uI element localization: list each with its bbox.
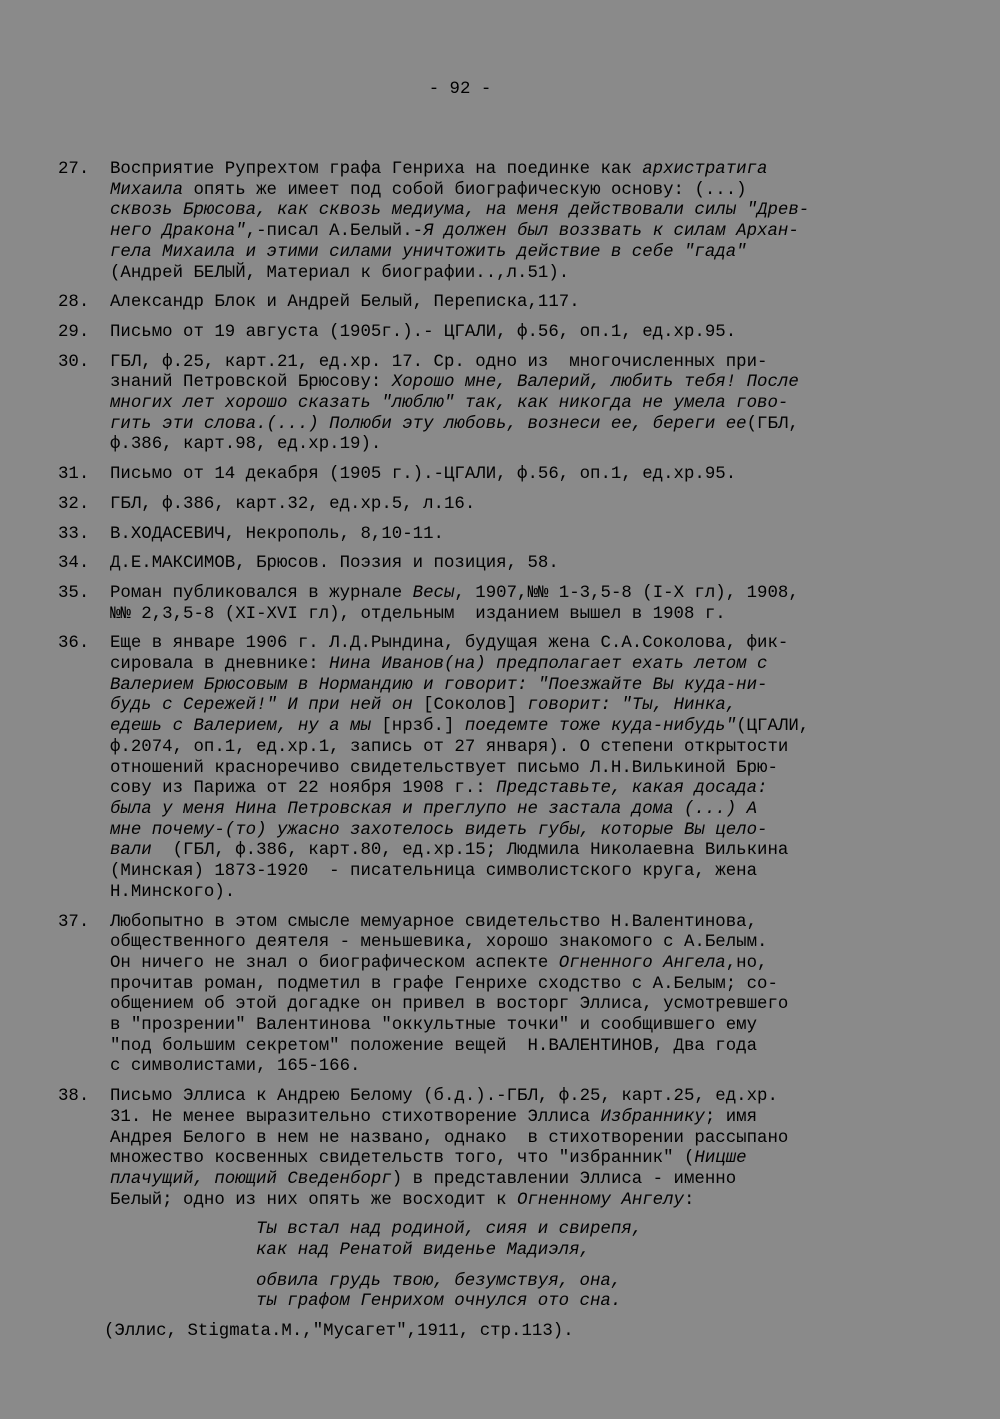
text-run: Н.Минского). [110,882,236,902]
footnote [58,323,918,344]
text-line [110,415,918,436]
text-line [110,676,918,697]
text-run: В.ХОДАСЕВИЧ, Некрополь, 8,10-11. [110,524,444,544]
text-run: Восприятие Рупрехтом графа Генриха на поединке как [110,160,643,179]
italic-quote: Валерием Брюсовым в Нормандию и говорит: "Поезжайте Вы куда-ни- [110,675,768,695]
text-line [110,933,918,954]
text-run: Еще в январе 1906 г. Л.Д.Рындина, будущая жена С.А.Соколова, фик- [110,634,789,654]
text-run: ) в представлении Эллиса - именно [391,1169,737,1189]
text-run: Любопытно в этом смысле мемуарное свидетельство Н.Валентинова, [110,912,758,932]
text-run: Письмо от 19 августа (1905г.).- ЦГАЛИ, ф.56, оп.1, ед.хр.95. [110,322,737,342]
text-line [110,584,918,605]
text-line [110,696,918,717]
text-line [110,201,918,222]
text-line [110,160,918,181]
text-run: Письмо от 14 декабря (1905 г.).-ЦГАЛИ, ф.56, оп.1, ед.хр.95. [110,465,737,485]
footnote [58,634,918,903]
text-line [110,1037,918,1058]
text-line [110,605,918,626]
footnote-text [110,495,918,516]
text-run: Александр Блок и Андрей Белый, Переписка,117. [110,293,580,313]
footnote-number: 38. [58,1087,90,1107]
text-run: ГБЛ, ф.25, карт.21, ед.хр. 17. Ср. одно из многочисленных при- [110,352,768,372]
footnote [58,1087,918,1343]
italic-quote: Хорошо мне, Валерий, любить тебя! После [391,373,799,393]
text-run: сировала в дневнике: [110,655,330,675]
text-line [110,1108,918,1129]
italic-quote: мне почему-(то) ужасно захотелось видеть губы, которые Вы цело- [110,820,768,840]
text-run: знаний Петровской Брюсову: [110,373,392,393]
text-line [110,1087,918,1108]
italic-quote: гить эти слова.(...) Полюби эту любовь, вознеси ее, береги ее [110,414,747,434]
text-run: опять же имеет под собой биографическую основу: [183,180,695,200]
text-line [110,717,918,738]
text-run: "под большим секретом" положение вещей Н.ВАЛЕНТИНОВ, Два года [110,1036,758,1056]
footnote-number: 29. [58,322,90,342]
text-run: ,но, [725,953,768,973]
text-line [110,655,918,676]
text-line [110,862,918,883]
text-line [110,634,918,655]
verse-line: обвила грудь твою, безумствуя, она, [256,1271,622,1291]
text-line [110,800,918,821]
text-run: множество косвенных свидетельств того, что "избранник" ( [110,1149,695,1169]
verse-line: как над Ренатой виденье Мадиэля, [256,1241,590,1261]
text-run: отношений красноречиво свидетельствует письмо Л.Н.Вилькиной Брю- [110,758,778,778]
text-line [110,323,918,344]
text-line [110,759,918,780]
text-run: прочитав роман, подметил в графе Генрихе сходство с А.Белым; со- [110,974,778,994]
text-run: [Соколов] [423,696,518,716]
text-line [110,554,918,575]
text-line [110,222,918,243]
text-line [110,1129,918,1150]
italic-quote: Я должен был воззвать к силам Архан- [423,222,799,242]
footnote-text [104,1087,918,1343]
footnote-text [110,913,918,1079]
italic-quote: Представьте, какая досада: [496,779,768,799]
italic-quote: гела Михаила и этими силами уничтожить действие в себе "гада" [110,242,747,262]
verse-quote [256,1220,918,1313]
text-line [110,525,918,546]
text-line [110,1057,918,1078]
text-line [110,373,918,394]
verse-line: ты графом Генрихом очнулся ото сна. [256,1292,622,1312]
italic-quote: была у меня Нина Петровская и преглупо не застала дома (...) А [110,799,758,819]
italic-quote: Ницше [694,1149,747,1169]
text-line [110,181,918,202]
italic-quote: многих лет хорошо сказать "люблю" так, как никогда не умела гово- [110,394,789,414]
text-line [110,465,918,486]
footnote-text [110,525,918,546]
footnote-text [110,293,918,314]
italic-quote: говорит: "Ты, Нинка, [517,696,737,716]
footnote [58,525,918,546]
text-run: (...) [694,180,747,200]
text-line [110,1191,918,1212]
footnote-text [110,323,918,344]
text-line [110,738,918,759]
footnote [58,465,918,486]
footnote [58,160,918,284]
footnote-number: 34. [58,554,90,574]
text-run: Белый; одно из них опять же восходит к [110,1190,518,1210]
footnote-number: 31. [58,465,90,485]
footnote-number: 28. [58,293,90,313]
text-run: №№ 2,3,5-8 (XI-XVI гл), отдельным изданием вышел в 1908 г. [110,604,726,624]
italic-quote: Нина Иванов(на) предполагает ехать летом с [329,655,768,675]
italic-quote: поедемте тоже куда-нибудь" [454,717,737,737]
text-line [110,954,918,975]
italic-quote: Весы [412,583,455,603]
text-run: Он ничего не знал о биографическом аспекте [110,953,559,973]
text-run: ф.386, карт.98, ед.хр.19). [110,435,382,455]
text-run: (ЦГАЛИ, [736,717,810,737]
text-line [110,435,918,456]
italic-quote: Огненного Ангела [558,953,726,973]
footnote [58,353,918,457]
footnote-text [110,160,918,284]
text-line [110,975,918,996]
text-run: в "прозрении" Валентинова "оккультные точки" и сообщившего ему [110,1016,758,1036]
text-run: Письмо Эллиса к Андрею Белому (б.д.).-ГБЛ, ф.25, карт.25, ед.хр. [110,1087,778,1107]
italic-quote: него Дракона" [110,222,246,242]
text-line [110,353,918,374]
footnote [58,293,918,314]
footnote [58,913,918,1079]
footnote-text [110,465,918,486]
text-run: общением об этой догадке он привел в восторг Эллиса, усмотревшего [110,995,789,1015]
text-line [110,293,918,314]
text-line [110,495,918,516]
footnote-number: 37. [58,912,90,932]
text-run: сову из Парижа от 22 ноября 1908 г.: [110,779,497,799]
text-run: ; имя [704,1107,758,1127]
text-run: (Андрей БЕЛЫЙ, Материал к биографии..,л.51). [110,263,570,283]
text-run: общественного деятеля - меньшевика, хорошо знакомого с А.Белым. [110,933,768,953]
footnote-number: 33. [58,524,90,544]
text-line [110,821,918,842]
text-run: [нрзб.] [381,717,455,737]
italic-quote: едешь с Валерием, ну а мы [110,717,382,737]
text-line [110,995,918,1016]
text-run: (Минская) 1873-1920 - писательница символистского круга, жена [110,862,758,882]
text-run: (ГБЛ, [746,414,799,434]
text-run: , 1907,№№ 1-3,5-8 (I-X гл), 1908, [454,583,799,603]
footnote-number: 36. [58,634,90,654]
footnote [58,554,918,575]
text-line [110,883,918,904]
text-line [110,264,918,285]
text-run: Д.Е.МАКСИМОВ, Брюсов. Поэзия и позиция, 58. [110,554,559,574]
page-number: - 92 - [428,80,492,99]
text-line [110,913,918,934]
footnote-number: 32. [58,494,90,514]
text-run: 31. Не менее выразительно стихотворение Эллиса [110,1107,601,1127]
italic-quote: архистратига [642,160,768,179]
text-run: Роман публиковался в журнале [110,583,413,603]
footnote-text [110,584,918,625]
text-run: : [684,1190,695,1210]
text-line [110,841,918,862]
italic-quote: вали [110,841,152,861]
footnote-number: 27. [58,160,90,179]
text-run: (ГБЛ, ф.386, карт.80, ед.хр.15; Людмила Николаевна Вилькина [151,841,789,861]
footnote-text [110,554,918,575]
italic-quote: Михаила [110,180,184,200]
notes-list [58,160,918,1352]
text-line [110,1170,918,1191]
text-run: Андрея Белого в нем не названо, однако в стихотворении рассыпано [110,1128,789,1148]
footnote-text [110,353,918,457]
verse-source: (Эллис, Stigmata.М.,"Мусагет",1911, стр.113). [104,1322,574,1342]
text-run: ГБЛ, ф.386, карт.32, ед.хр.5, л.16. [110,494,476,514]
footnote [58,584,918,625]
text-line [110,779,918,800]
footnote-text [110,634,918,903]
text-line [110,394,918,415]
text-line [110,1149,918,1170]
text-run: ф.2074, оп.1, ед.хр.1, запись от 27 января). О степени открытости [110,737,789,757]
text-line [110,1016,918,1037]
italic-quote: Избраннику [600,1107,705,1127]
footnote [58,495,918,516]
footnote-number: 30. [58,352,90,372]
verse-line: Ты встал над родиной, сияя и свирепя, [256,1220,643,1240]
text-run: ,-писал А.Белый.- [245,222,424,242]
text-run: с символистами, 165-166. [110,1057,361,1077]
italic-quote: Огненному Ангелу [517,1190,684,1210]
italic-quote: сквозь Брюсова, как сквозь медиума, на меня действовали силы "Древ- [110,201,810,221]
italic-quote: будь с Сережей!" И при ней он [110,696,424,716]
text-line [110,243,918,264]
italic-quote: плачущий, поющий Сведенборг [110,1169,392,1189]
footnote-number: 35. [58,583,90,603]
